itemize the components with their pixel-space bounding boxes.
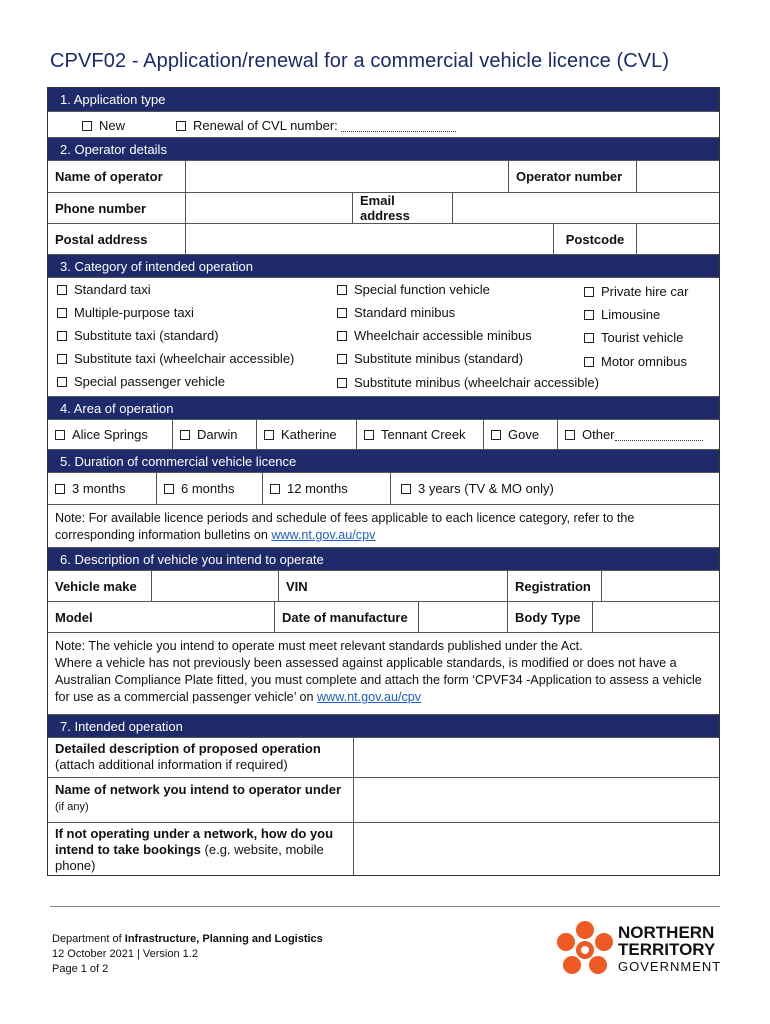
category-option[interactable]: Private hire car <box>584 284 688 299</box>
category-checkbox[interactable] <box>584 287 594 297</box>
duration-option[interactable]: 6 months <box>156 473 262 504</box>
bookings-field[interactable] <box>353 823 719 875</box>
description-label: Detailed description of proposed operation (attach additional information if required) <box>55 741 321 772</box>
category-checkbox[interactable] <box>337 285 347 295</box>
operator-row-3 <box>48 223 719 254</box>
model-field[interactable] <box>151 602 278 632</box>
bookings-label: If not operating under a network, how do you intend to take bookings (e.g. website, mobile phone) <box>55 826 334 873</box>
duration-row <box>48 472 719 504</box>
operation-row-2 <box>48 777 719 822</box>
phone-number-label: Phone number <box>55 200 147 216</box>
category-checkbox[interactable] <box>57 354 67 364</box>
category-checkbox[interactable] <box>337 308 347 318</box>
category-block <box>48 277 719 396</box>
registration-field[interactable] <box>601 571 719 601</box>
area-checkbox[interactable] <box>364 430 374 440</box>
vehicle-note: Note: The vehicle you intend to operate must meet relevant standards published under the Act. Where a vehicle has not previously been assessed against applicable standards, is modified or does not have a Australian Compliance Plate fitted, you must complete and attach the form ‘CPVF34 -Application to assess a vehicle for use as a commercial passenger vehicle’ on www.nt.gov.au/cpv <box>48 632 719 714</box>
page-number: Page 1 of 2 <box>52 963 109 975</box>
category-checkbox[interactable] <box>584 357 594 367</box>
area-option[interactable]: Gove <box>483 420 557 449</box>
section-5-header: 5. Duration of commercial vehicle licence <box>48 449 719 472</box>
operator-row-2 <box>48 192 719 223</box>
version-date: 12 October 2021 | Version 1.2 <box>52 948 198 960</box>
category-checkbox[interactable] <box>584 310 594 320</box>
category-option[interactable]: Substitute minibus (standard) <box>337 351 523 366</box>
name-of-operator-field[interactable] <box>185 161 508 192</box>
department-name: Infrastructure, Planning and Logistics <box>124 933 323 945</box>
category-option[interactable]: Wheelchair accessible minibus <box>337 328 532 343</box>
category-checkbox[interactable] <box>337 354 347 364</box>
vehicle-make-label: Vehicle make <box>55 578 137 594</box>
category-checkbox[interactable] <box>57 308 67 318</box>
operation-row-1 <box>48 737 719 777</box>
duration-checkbox[interactable] <box>164 484 174 494</box>
category-checkbox[interactable] <box>337 378 347 388</box>
vehicle-row-1 <box>48 570 719 601</box>
area-option[interactable]: Alice Springs <box>48 420 172 449</box>
other-area-field[interactable] <box>615 428 703 441</box>
duration-checkbox[interactable] <box>401 484 411 494</box>
network-field[interactable] <box>353 778 719 822</box>
area-option[interactable]: Tennant Creek <box>356 420 483 449</box>
nt-government-logo <box>554 920 724 980</box>
logo-text: NORTHERN TERRITORY GOVERNMENT <box>618 923 722 974</box>
postal-address-label: Postal address <box>55 231 148 247</box>
area-option[interactable]: Darwin <box>172 420 256 449</box>
email-address-label: Email address <box>352 193 452 223</box>
area-row <box>48 419 719 449</box>
renewal-option[interactable]: Renewal of CVL number: <box>176 118 456 133</box>
application-form <box>47 87 720 876</box>
vin-field[interactable] <box>304 571 507 601</box>
category-checkbox[interactable] <box>57 285 67 295</box>
network-label: Name of network you intend to operator under (if any) <box>55 782 342 813</box>
category-option[interactable]: Tourist vehicle <box>584 330 683 345</box>
duration-note: Note: For available licence periods and schedule of fees applicable to each licence category, refer to the corresponding information bulletins on www.nt.gov.au/cpv <box>48 504 719 547</box>
page-title: CPVF02 - Application/renewal for a commercial vehicle licence (CVL) <box>50 50 670 72</box>
section-4-header: 4. Area of operation <box>48 396 719 419</box>
application-type-row <box>48 111 719 137</box>
section-1-header: 1. Application type <box>48 88 719 111</box>
section-3-header: 3. Category of intended operation <box>48 254 719 277</box>
duration-option[interactable]: 3 months <box>48 473 156 504</box>
duration-checkbox[interactable] <box>55 484 65 494</box>
area-checkbox[interactable] <box>55 430 65 440</box>
area-checkbox[interactable] <box>180 430 190 440</box>
category-checkbox[interactable] <box>337 331 347 341</box>
category-option[interactable]: Substitute taxi (wheelchair accessible) <box>57 351 294 366</box>
section-6-header: 6. Description of vehicle you intend to operate <box>48 547 719 570</box>
category-option[interactable]: Limousine <box>584 307 660 322</box>
vin-label: VIN <box>278 571 304 601</box>
new-option[interactable]: New <box>82 118 125 133</box>
area-checkbox[interactable] <box>491 430 501 440</box>
duration-option[interactable]: 12 months <box>262 473 390 504</box>
model-label: Model <box>55 609 93 625</box>
category-option[interactable]: Substitute taxi (standard) <box>57 328 219 343</box>
area-checkbox[interactable] <box>264 430 274 440</box>
registration-label: Registration <box>507 571 601 601</box>
postcode-label: Postcode <box>553 224 636 254</box>
body-type-field[interactable] <box>592 602 719 632</box>
area-checkbox[interactable] <box>565 430 575 440</box>
category-option[interactable]: Standard taxi <box>57 282 151 297</box>
operator-number-label: Operator number <box>508 161 636 192</box>
date-of-manufacture-field[interactable] <box>418 602 507 632</box>
cpv-link[interactable]: www.nt.gov.au/cpv <box>317 690 422 704</box>
email-address-field[interactable] <box>452 193 719 223</box>
duration-checkbox[interactable] <box>270 484 280 494</box>
body-type-label: Body Type <box>507 602 592 632</box>
date-of-manufacture-label: Date of manufacture <box>274 602 418 632</box>
category-option[interactable]: Standard minibus <box>337 305 455 320</box>
category-option[interactable]: Special passenger vehicle <box>57 374 225 389</box>
name-of-operator-label: Name of operator <box>55 169 163 184</box>
category-checkbox[interactable] <box>584 333 594 343</box>
cpv-link[interactable]: www.nt.gov.au/cpv <box>271 528 376 542</box>
category-option[interactable]: Special function vehicle <box>337 282 490 297</box>
postcode-field[interactable] <box>636 224 719 254</box>
renewal-checkbox[interactable] <box>176 121 186 131</box>
category-option[interactable]: Motor omnibus <box>584 354 687 369</box>
area-option[interactable]: Katherine <box>256 420 356 449</box>
category-option[interactable]: Substitute minibus (wheelchair accessible) <box>337 375 599 390</box>
category-checkbox[interactable] <box>57 377 67 387</box>
footer: Department of Infrastructure, Planning and Logistics 12 October 2021 | Version 1.2 Page 1 of 2 <box>52 933 323 975</box>
footer-divider <box>50 906 720 907</box>
operation-row-3 <box>48 822 719 875</box>
category-checkbox[interactable] <box>57 331 67 341</box>
cvl-number-field[interactable] <box>341 119 456 132</box>
new-checkbox[interactable] <box>82 121 92 131</box>
category-option[interactable]: Multiple-purpose taxi <box>57 305 194 320</box>
phone-number-field[interactable] <box>185 193 352 223</box>
area-option[interactable]: Other <box>557 420 719 449</box>
operator-number-field[interactable] <box>636 161 719 192</box>
section-2-header: 2. Operator details <box>48 137 719 160</box>
vehicle-make-field[interactable] <box>151 571 278 601</box>
section-7-header: 7. Intended operation <box>48 714 719 737</box>
description-field[interactable] <box>353 738 719 777</box>
nt-flower-icon <box>554 920 616 978</box>
duration-option[interactable]: 3 years (TV & MO only) <box>390 473 719 504</box>
vehicle-row-2 <box>48 601 719 632</box>
operator-row-1 <box>48 160 719 192</box>
postal-address-field[interactable] <box>185 224 553 254</box>
